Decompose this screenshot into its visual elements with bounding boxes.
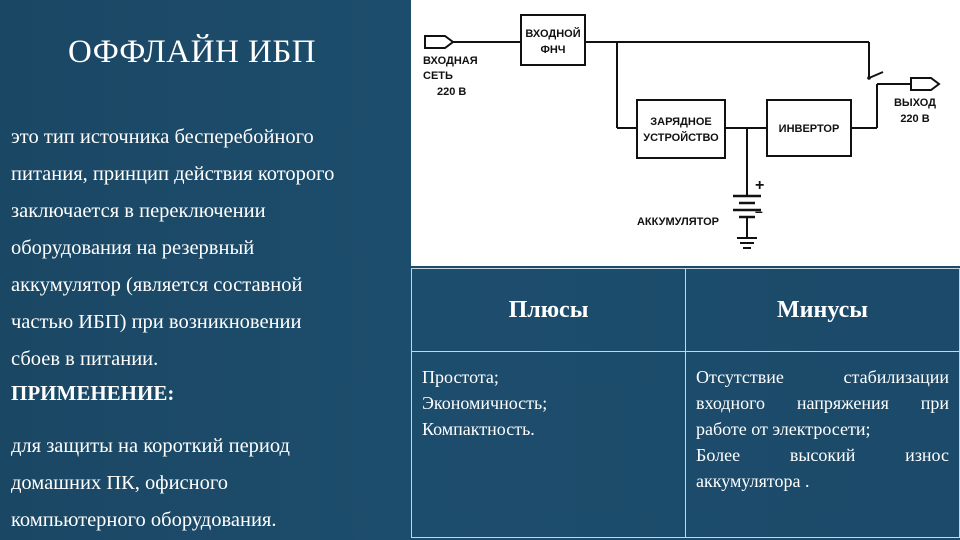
description-text [11, 119, 411, 378]
battery-plus-sign: + [755, 177, 765, 194]
pros-item: Компактность. [422, 419, 535, 439]
ups-block-diagram [411, 0, 960, 266]
description-line: частью ИБП) при возникновении [11, 311, 302, 333]
page-title: ОФФЛАЙН ИБП [68, 34, 317, 70]
diagram-svg [411, 0, 960, 266]
pros-cons-table [411, 268, 960, 538]
application-line: для защиты на короткий период [11, 435, 290, 457]
cons-header: Минусы [686, 269, 960, 352]
filter-label-line1: ВХОДНОЙ [525, 28, 581, 40]
inverter-label: ИНВЕРТОР [778, 123, 840, 135]
left-panel [0, 0, 410, 540]
pros-item: Простота; [422, 367, 499, 387]
application-text [11, 428, 290, 539]
battery-label: АККУМУЛЯТОР [636, 216, 719, 228]
description-line: аккумулятор (является составной [11, 274, 303, 296]
output-connector [911, 78, 939, 90]
application-line: домашних ПК, офисного [11, 472, 229, 494]
application-heading: ПРИМЕНЕНИЕ: [11, 381, 175, 405]
charger-label-line1: ЗАРЯДНОЕ [650, 116, 712, 128]
input-label-line3: 220 В [437, 86, 467, 98]
description-line: заключается в переключении [11, 200, 266, 222]
pros-cell [412, 352, 686, 538]
charger-label-line2: УСТРОЙСТВО [643, 132, 719, 144]
pros-header: Плюсы [412, 269, 686, 352]
input-label-line2: СЕТЬ [423, 70, 453, 82]
cons-item: Отсутствие стабилизации входного напряжения при работе от электросети; [696, 367, 949, 439]
filter-label-line2: ФНЧ [540, 44, 566, 56]
cons-item: Более высокий износ аккумулятора . [696, 445, 949, 491]
description-line: сбоев в питании. [11, 348, 159, 370]
switch-contact [867, 76, 871, 80]
battery-minus-sign: – [755, 203, 763, 219]
output-label-line2: 220 В [900, 113, 930, 125]
input-filter-box [521, 15, 585, 65]
charger-box [637, 100, 725, 158]
table-header-row [412, 269, 960, 352]
description-line: это тип источника бесперебойного [11, 126, 314, 148]
output-label-line1: ВЫХОД [893, 97, 937, 109]
cons-cell [686, 352, 960, 538]
pros-item: Экономичность; [422, 393, 548, 413]
input-label-line1: ВХОДНАЯ [423, 55, 478, 67]
application-line: компьютерного оборудования. [11, 509, 277, 531]
input-connector [425, 36, 453, 48]
table-row [412, 352, 960, 538]
description-line: оборудования на резервный [11, 237, 255, 259]
description-line: питания, принцип действия которого [11, 163, 335, 185]
transfer-switch [869, 72, 883, 78]
